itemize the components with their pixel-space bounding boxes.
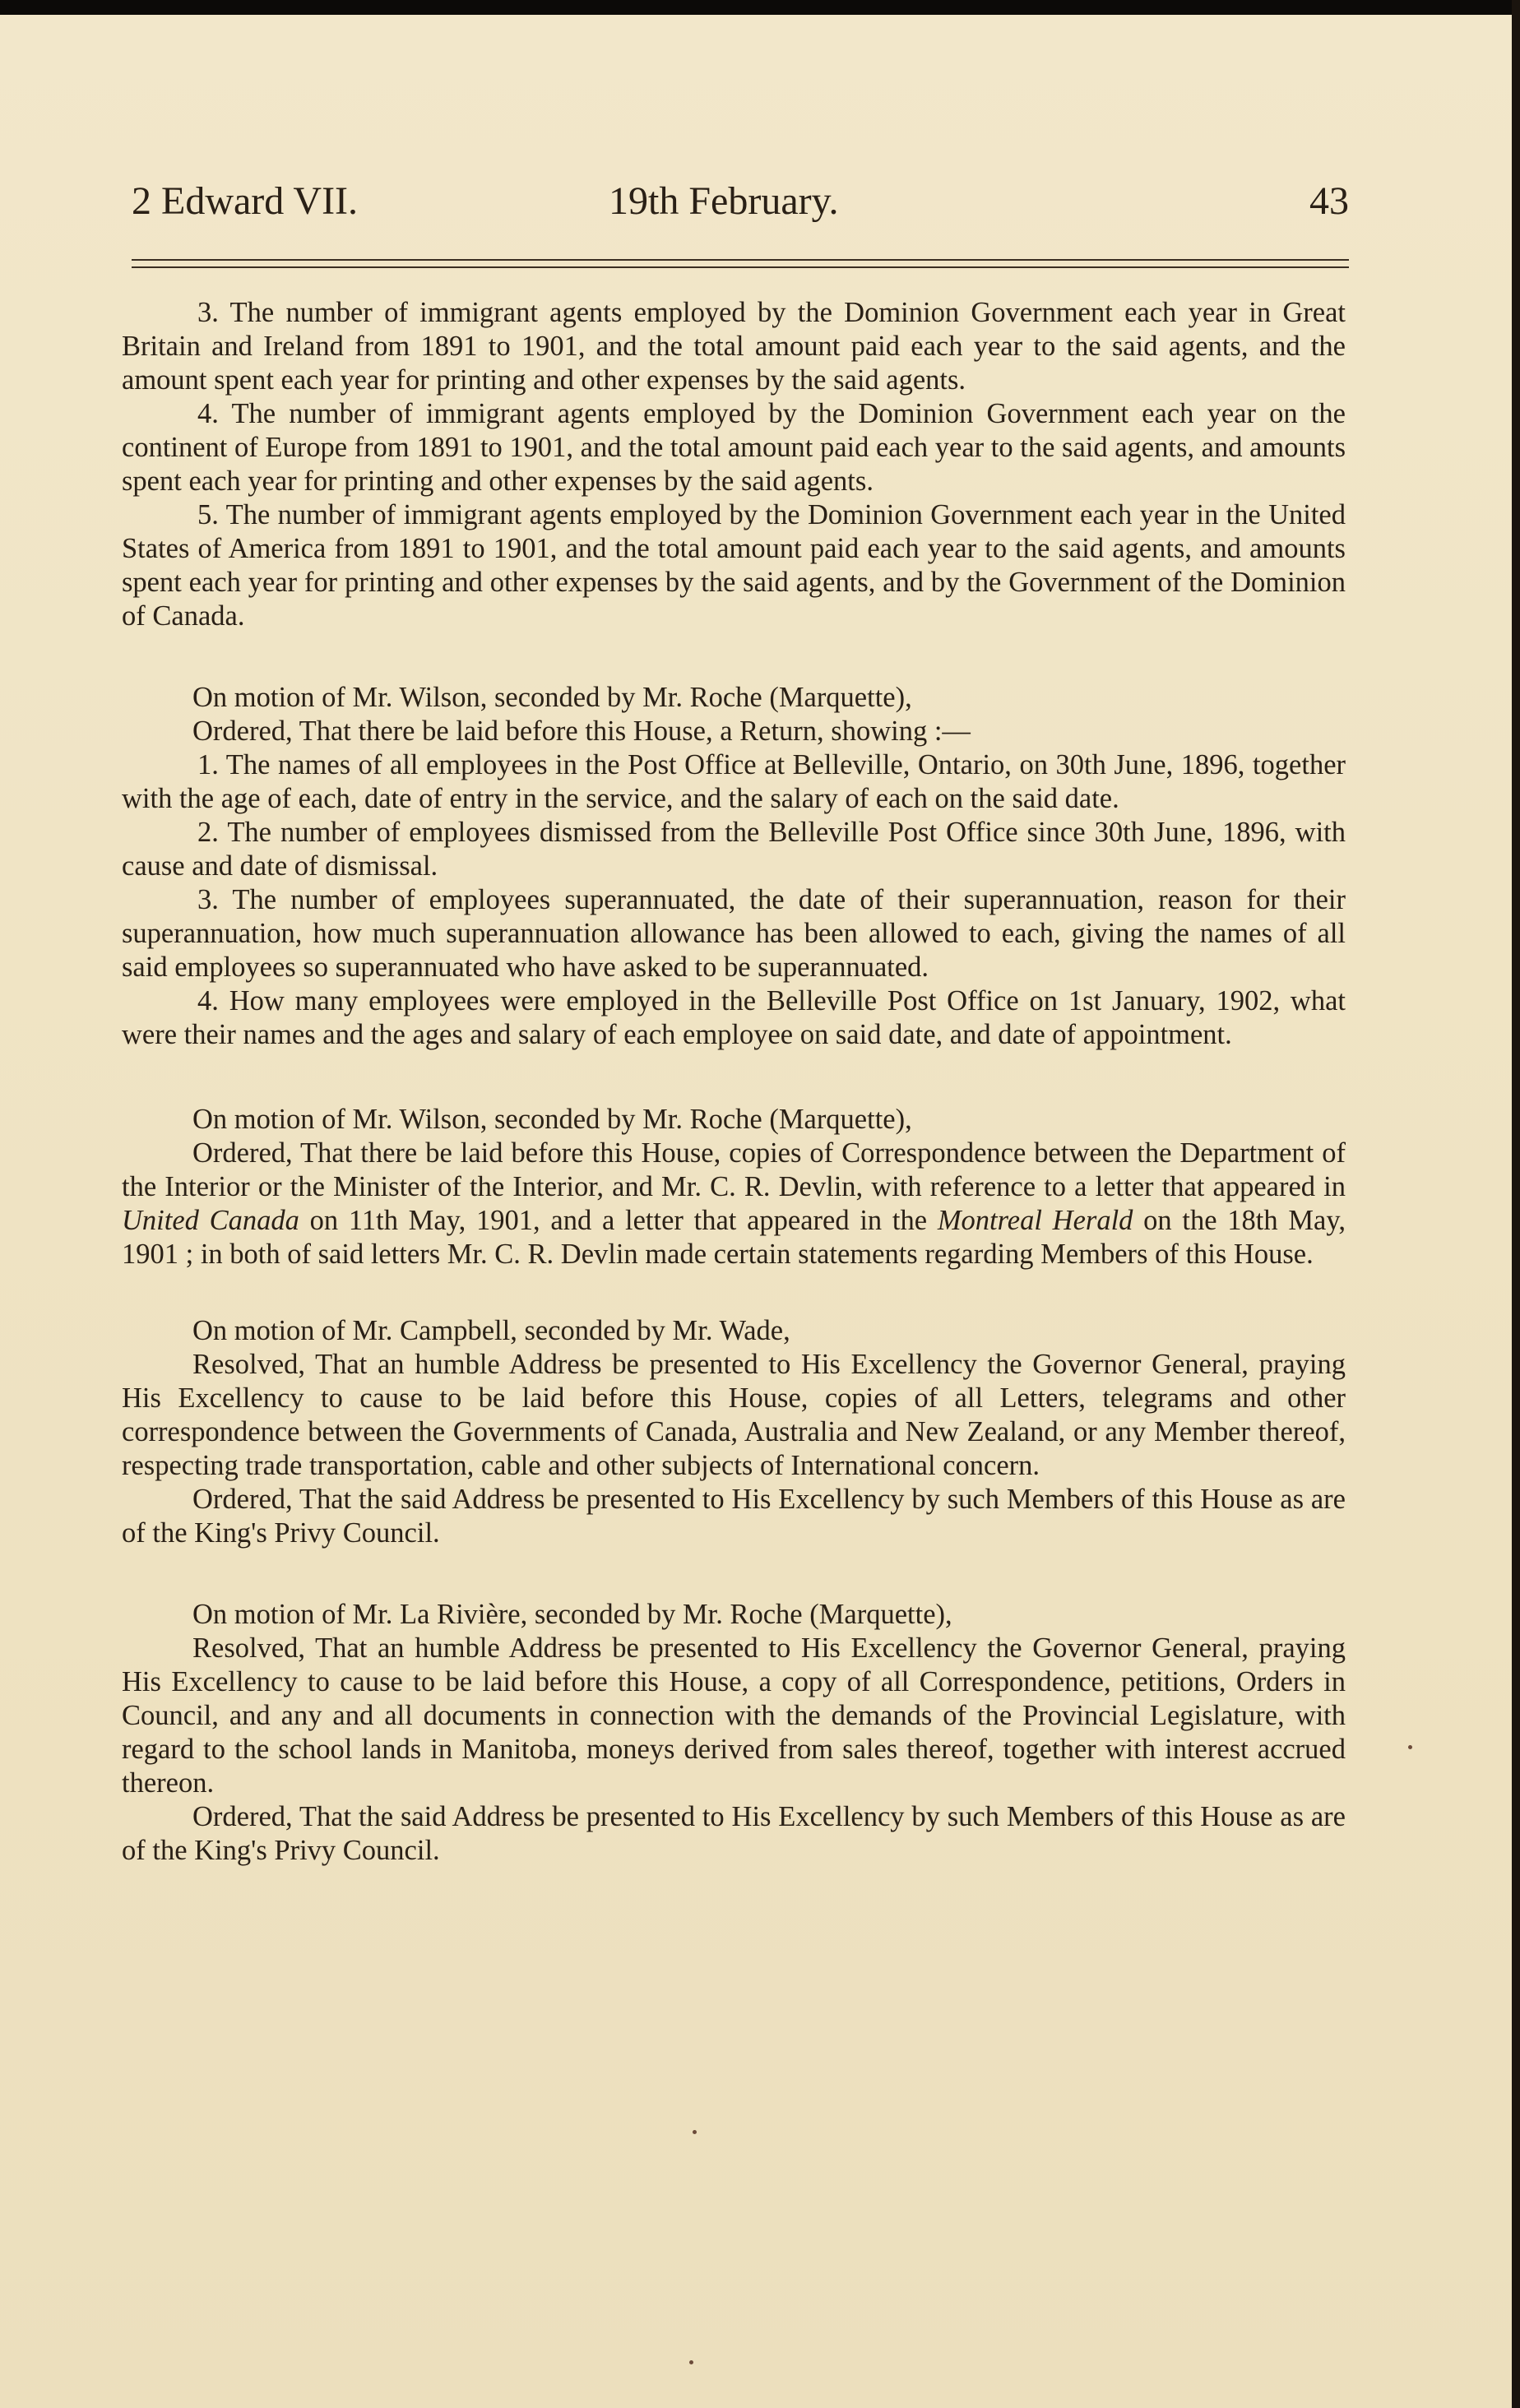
header-rule-top xyxy=(132,259,1349,261)
page-body xyxy=(122,296,1346,1868)
section-spacer xyxy=(122,1550,1346,1598)
ordered-text-part: Ordered, That there be laid before this House, copies of Correspondence between the Department of the Interior or the Minister of the Interior, and Mr. C. R. Devlin, with reference to a letter that appeared in xyxy=(122,1137,1346,1202)
ordered-text-part: on 11th May, 1901, and a letter that appeared in the xyxy=(299,1205,938,1236)
header-rule-bottom xyxy=(132,266,1349,268)
resolved-paragraph: Resolved, That an humble Address be presented to His Excellency the Governor General, praying His Excellency to cause to be laid before this House, a copy of all Correspondence, petitions, Orders in Council, and any and all documents in connection with the demands of the Provincial Legislature, with regard to the school lands in Manitoba, moneys derived from sales thereof, together with interest accrued thereon. xyxy=(122,1632,1346,1799)
paper-speck xyxy=(689,2360,693,2364)
return-item-4: 4. The number of immigrant agents employed by the Dominion Government each year on the continent of Europe from 1891 to 1901, and the total amount paid each year to the said agents, and amounts spent each year for printing and other expenses by the said agents. xyxy=(122,398,1346,497)
resolved-paragraph: Resolved, That an humble Address be presented to His Excellency the Governor General, praying His Excellency to cause to be laid before this House, copies of all Letters, telegrams and other correspondence between the Governments of Canada, Australia and New Zealand, or any Member thereof, respecting trade transportation, cable and other subjects of International concern. xyxy=(122,1349,1346,1481)
ordered-paragraph: Ordered, That the said Address be presented to His Excellency by such Members of this House as are of the King's Privy Council. xyxy=(122,1484,1346,1549)
scan-right-edge xyxy=(1512,0,1520,2408)
newspaper-title: Montreal Herald xyxy=(937,1205,1133,1236)
section-spacer xyxy=(122,1271,1346,1314)
paper-speck xyxy=(693,2130,697,2134)
newspaper-title: United Canada xyxy=(122,1205,299,1236)
return-immigration-agents xyxy=(122,296,1346,633)
address-international-correspondence xyxy=(122,1314,1346,1550)
motion-line: On motion of Mr. Wilson, seconded by Mr. Roche (Marquette), xyxy=(192,682,912,713)
return-item-5: 5. The number of immigrant agents employed by the Dominion Government each year in the United States of America from 1891 to 1901, and the total amount paid each year to the said agents, and amounts spent each year for printing and other expenses by the said agents, and by the Government of the Dominion of Canada. xyxy=(122,499,1346,632)
header-regnal-year: 2 Edward VII. xyxy=(132,179,359,223)
ordered-line: Ordered, That there be laid before this House, a Return, showing :— xyxy=(192,715,971,747)
motion-line: On motion of Mr. La Rivière, seconded by Mr. Roche (Marquette), xyxy=(192,1599,952,1630)
address-manitoba-school-lands xyxy=(122,1598,1346,1868)
ordered-text-part: on the 18th May, 1901 ; in both of said letters Mr. C. R. Devlin made certain statements regarding Members of this House. xyxy=(122,1205,1346,1270)
scan-top-edge xyxy=(0,0,1520,15)
ordered-paragraph xyxy=(122,1137,1346,1271)
paper-speck xyxy=(1408,1745,1412,1749)
page-number: 43 xyxy=(1309,179,1349,223)
return-item-3: 3. The number of immigrant agents employed by the Dominion Government each year in Great Britain and Ireland from 1891 to 1901, and the total amount paid each year to the said agents, and the amount spent each year for printing and other expenses by the said agents. xyxy=(122,297,1346,396)
return-item-4: 4. How many employees were employed in the Belleville Post Office on 1st January, 1902, what were their names and the ages and salary of each employee on said date, and date of appointment. xyxy=(122,985,1346,1050)
motion-line: On motion of Mr. Wilson, seconded by Mr. Roche (Marquette), xyxy=(192,1104,912,1135)
return-belleville-post-office xyxy=(122,681,1346,1052)
return-devlin-correspondence xyxy=(122,1103,1346,1271)
header-date: 19th February. xyxy=(609,179,839,223)
return-item-1: 1. The names of all employees in the Post Office at Belleville, Ontario, on 30th June, 1896, together with the age of each, date of entry in the service, and the salary of each on the said date. xyxy=(122,749,1346,814)
section-spacer xyxy=(122,633,1346,681)
section-spacer xyxy=(122,1052,1346,1103)
motion-line: On motion of Mr. Campbell, seconded by Mr. Wade, xyxy=(192,1315,790,1346)
return-item-3: 3. The number of employees superannuated, the date of their superannuation, reason for their superannuation, how much superannuation allowance has been allowed to each, giving the names of all said employees so superannuated who have asked to be superannuated. xyxy=(122,884,1346,983)
return-item-2: 2. The number of employees dismissed from the Belleville Post Office since 30th June, 1896, with cause and date of dismissal. xyxy=(122,817,1346,882)
running-header xyxy=(132,173,1349,230)
ordered-paragraph: Ordered, That the said Address be presented to His Excellency by such Members of this House as are of the King's Privy Council. xyxy=(122,1801,1346,1866)
